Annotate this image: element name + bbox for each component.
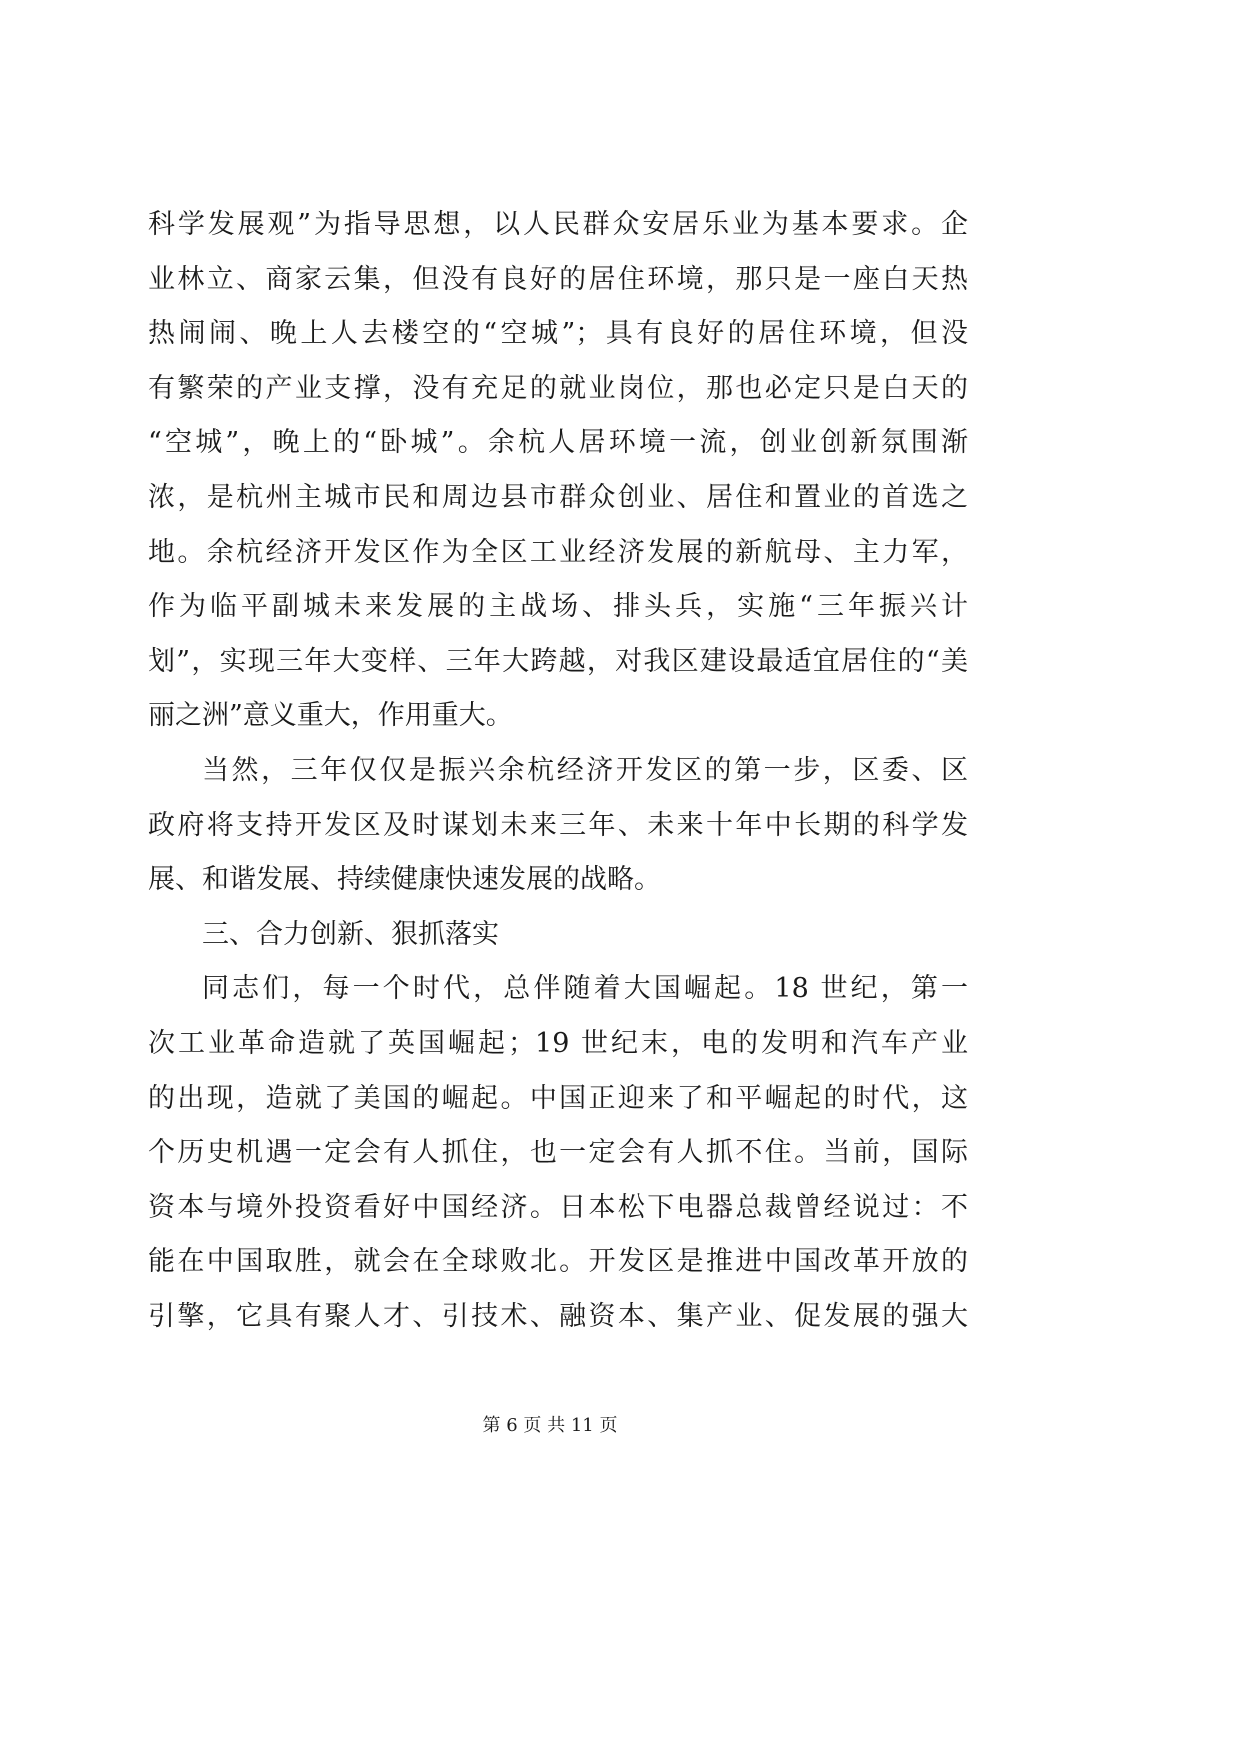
text-line: 划”，实现三年大变样、三年大跨越，对我区建设最适宜居住的“美 — [148, 645, 968, 677]
text-line: 当然，三年仅仅是振兴余杭经济开发区的第一步，区委、区 — [202, 754, 968, 786]
text-line: 的出现，造就了美国的崛起。中国正迎来了和平崛起的时代，这 — [148, 1082, 968, 1114]
text-line: 个历史机遇一定会有人抓住，也一定会有人抓不住。当前，国际 — [148, 1137, 968, 1169]
section-heading: 三、合力创新、狠抓落实 — [202, 918, 499, 950]
text-line: 业林立、商家云集，但没有良好的居住环境，那只是一座白天热 — [148, 263, 968, 295]
text-line: 地。余杭经济开发区作为全区工业经济发展的新航母、主力军， — [148, 536, 968, 568]
text-line: 作为临平副城未来发展的主战场、排头兵，实施“三年振兴计 — [148, 591, 968, 623]
text-line: 政府将支持开发区及时谋划未来三年、未来十年中长期的科学发 — [148, 809, 968, 841]
text-line: 热闹闹、晚上人去楼空的“空城”；具有良好的居住环境，但没 — [148, 318, 968, 350]
text-line: 资本与境外投资看好中国经济。日本松下电器总裁曾经说过：不 — [148, 1191, 968, 1223]
text-line: “空城”，晚上的“卧城”。余杭人居环境一流，创业创新氛围渐 — [148, 427, 968, 459]
text-line: 同志们，每一个时代，总伴随着大国崛起。18 世纪，第一 — [202, 973, 968, 1005]
text-line: 有繁荣的产业支撑，没有充足的就业岗位，那也必定只是白天的 — [148, 372, 968, 404]
text-line: 展、和谐发展、持续健康快速发展的战略。 — [148, 864, 661, 896]
text-line: 丽之洲”意义重大，作用重大。 — [148, 700, 513, 732]
text-line: 能在中国取胜，就会在全球败北。开发区是推进中国改革开放的 — [148, 1246, 968, 1278]
document-body — [148, 198, 968, 1344]
text-line: 科学发展观”为指导思想，以人民群众安居乐业为基本要求。企 — [148, 209, 968, 240]
text-line: 次工业革命造就了英国崛起；19 世纪末，电的发明和汽车产业 — [148, 1027, 968, 1059]
page-footer: 第 6 页 共 11 页 — [482, 1415, 618, 1436]
text-line: 引擎，它具有聚人才、引技术、融资本、集产业、促发展的强大 — [148, 1300, 968, 1332]
text-line: 浓，是杭州主城市民和周边县市群众创业、居住和置业的首选之 — [148, 481, 968, 513]
